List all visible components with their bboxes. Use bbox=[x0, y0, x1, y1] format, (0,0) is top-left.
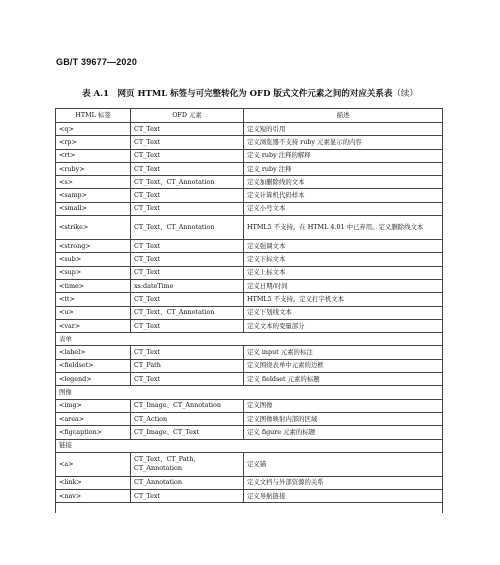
cell-ofd-element: CT_Text bbox=[131, 189, 244, 202]
cell-description: 定义 fieldset 元素的标题 bbox=[244, 373, 443, 386]
cell-ofd-element: CT_Text bbox=[131, 346, 244, 359]
cell-ofd-element: CT_Text bbox=[131, 253, 244, 266]
table-row bbox=[56, 162, 443, 175]
cell-ofd-element: CT_Text bbox=[131, 293, 244, 306]
table-row bbox=[56, 216, 443, 240]
cell-description: 定义 ruby 注释 bbox=[244, 162, 443, 175]
cell-html-tag: <q> bbox=[56, 123, 131, 136]
cell-html-tag: <legend> bbox=[56, 373, 131, 386]
cell-html-tag: <small> bbox=[56, 202, 131, 215]
table-row bbox=[56, 123, 443, 136]
table-group-row bbox=[56, 386, 443, 399]
table-row bbox=[56, 149, 443, 162]
cell-description: 定义加删除线的文本 bbox=[244, 176, 443, 189]
table-row bbox=[56, 399, 443, 412]
cell-ofd-element: CT_Image、CT_Annotation bbox=[131, 399, 244, 412]
table-row bbox=[56, 253, 443, 266]
cell-ofd-element: CT_Text bbox=[131, 490, 244, 503]
cell-ofd-element: CT_Action bbox=[131, 412, 244, 425]
cell-description: 定义文本的变量部分 bbox=[244, 319, 443, 332]
cell-description: 定义日期/时间 bbox=[244, 279, 443, 292]
cell-html-tag: <nav> bbox=[56, 490, 131, 503]
cell-html-tag: <area> bbox=[56, 412, 131, 425]
cell-description: HTML5 不支持。定义打字机文本 bbox=[244, 293, 443, 306]
cell-html-tag: <var> bbox=[56, 319, 131, 332]
cell-ofd-element: CT_Path bbox=[131, 359, 244, 372]
cell-ofd-element: CT_Text bbox=[131, 319, 244, 332]
table-row bbox=[56, 476, 443, 489]
cell-html-tag: <tt> bbox=[56, 293, 131, 306]
cell-ofd-element: CT_Text bbox=[131, 149, 244, 162]
cell-html-tag: <fieldset> bbox=[56, 359, 131, 372]
table-row bbox=[56, 346, 443, 359]
cell-ofd-element: CT_Text bbox=[131, 240, 244, 253]
cell-ofd-element: CT_Text bbox=[131, 123, 244, 136]
cell-html-tag: <sub> bbox=[56, 253, 131, 266]
table-row bbox=[56, 306, 443, 319]
cell-ofd-element: CT_Image、CT_Text bbox=[131, 426, 244, 439]
cell-ofd-element: CT_Annotation bbox=[131, 476, 244, 489]
cell-description: 定义小号文本 bbox=[244, 202, 443, 215]
cell-description: 定义强调文本 bbox=[244, 240, 443, 253]
cell-html-tag: <s> bbox=[56, 176, 131, 189]
cell-html-tag: <ruby> bbox=[56, 162, 131, 175]
cell-ofd-element: xs:dateTime bbox=[131, 279, 244, 292]
cell-html-tag: <strike> bbox=[56, 216, 131, 240]
cell-description: 定义短的引用 bbox=[244, 123, 443, 136]
html-ofd-mapping-table bbox=[55, 108, 443, 513]
cell-html-tag: <link> bbox=[56, 476, 131, 489]
cell-html-tag: <time> bbox=[56, 279, 131, 292]
table-group-row bbox=[56, 333, 443, 346]
table-row bbox=[56, 412, 443, 425]
table-body bbox=[56, 123, 443, 513]
cell-html-tag: <label> bbox=[56, 346, 131, 359]
table-row bbox=[56, 359, 443, 372]
table-row bbox=[56, 202, 443, 215]
table-row bbox=[56, 189, 443, 202]
group-label: 链接 bbox=[56, 439, 443, 452]
cell-html-tag: <samp> bbox=[56, 189, 131, 202]
cell-html-tag: <a> bbox=[56, 452, 131, 476]
cell-description: 定义下标文本 bbox=[244, 253, 443, 266]
cell-html-tag: <strong> bbox=[56, 240, 131, 253]
cell-ofd-element: CT_Text bbox=[131, 202, 244, 215]
cell-description: 定义围绕表单中元素的边框 bbox=[244, 359, 443, 372]
cell-description: 定义计算机代码样本 bbox=[244, 189, 443, 202]
table-row bbox=[56, 240, 443, 253]
cell-ofd-element: CT_Text、CT_Annotation bbox=[131, 216, 244, 240]
table-caption-continued: （续） bbox=[392, 89, 418, 99]
cell-ofd-element: CT_Text bbox=[131, 162, 244, 175]
table-row bbox=[56, 373, 443, 386]
cell-ofd-element: CT_Text、CT_Path、CT_Annotation bbox=[131, 452, 244, 476]
table-row bbox=[56, 279, 443, 292]
cell-ofd-element: CT_Text bbox=[131, 266, 244, 279]
cell-html-tag: <figcaption> bbox=[56, 426, 131, 439]
cell-description: 定义浏览器不支持 ruby 元素显示的内容 bbox=[244, 136, 443, 149]
cell-description: HTML5 不支持。在 HTML 4.01 中已弃用。定义删除线文本 bbox=[244, 216, 443, 240]
cell-description: 定义下划线文本 bbox=[244, 306, 443, 319]
cell-description: 定义 ruby 注释的解释 bbox=[244, 149, 443, 162]
table-caption-title: 表 A.1 网页 HTML 标签与可完整转化为 OFD 版式文件元素之间的对应关系表 bbox=[82, 89, 393, 99]
cell-html-tag: <u> bbox=[56, 306, 131, 319]
table-row bbox=[56, 452, 443, 476]
table-header-row bbox=[56, 109, 443, 123]
cell-ofd-element: CT_Text、CT_Annotation bbox=[131, 306, 244, 319]
cell-ofd-element: CT_Text bbox=[131, 136, 244, 149]
table-row bbox=[56, 319, 443, 332]
cell-description: 定义 input 元素的标注 bbox=[244, 346, 443, 359]
table-row bbox=[56, 176, 443, 189]
column-header-ofd-element: OFD 元素 bbox=[131, 109, 244, 123]
cell-description: 定义文档与外部资源的关系 bbox=[244, 476, 443, 489]
table-row bbox=[56, 293, 443, 306]
table-row bbox=[56, 136, 443, 149]
group-label: 表单 bbox=[56, 333, 443, 346]
cell-description: 定义 figure 元素的标题 bbox=[244, 426, 443, 439]
cell-ofd-element: CT_Text、CT_Annotation bbox=[131, 176, 244, 189]
group-label: 图像 bbox=[56, 386, 443, 399]
cell-description: 定义图像映射内部的区域 bbox=[244, 412, 443, 425]
cell-html-tag: <rp> bbox=[56, 136, 131, 149]
cell-html-tag: <img> bbox=[56, 399, 131, 412]
table-caption bbox=[0, 87, 500, 99]
column-header-html-tag: HTML 标签 bbox=[56, 109, 131, 123]
cell-description: 定义上标文本 bbox=[244, 266, 443, 279]
table-row-cut-off bbox=[56, 503, 443, 513]
cell-description: 定义导航链接 bbox=[244, 490, 443, 503]
cut-off-cell bbox=[56, 503, 443, 513]
table-group-row bbox=[56, 439, 443, 452]
cell-html-tag: <rt> bbox=[56, 149, 131, 162]
table-row bbox=[56, 426, 443, 439]
column-header-description: 描述 bbox=[244, 109, 443, 123]
cell-description: 定义锚 bbox=[244, 452, 443, 476]
cell-ofd-element: CT_Text bbox=[131, 373, 244, 386]
standard-code: GB/T 39677—2020 bbox=[56, 57, 138, 67]
cell-description: 定义图像 bbox=[244, 399, 443, 412]
cell-html-tag: <sup> bbox=[56, 266, 131, 279]
table-row bbox=[56, 490, 443, 503]
table-row bbox=[56, 266, 443, 279]
